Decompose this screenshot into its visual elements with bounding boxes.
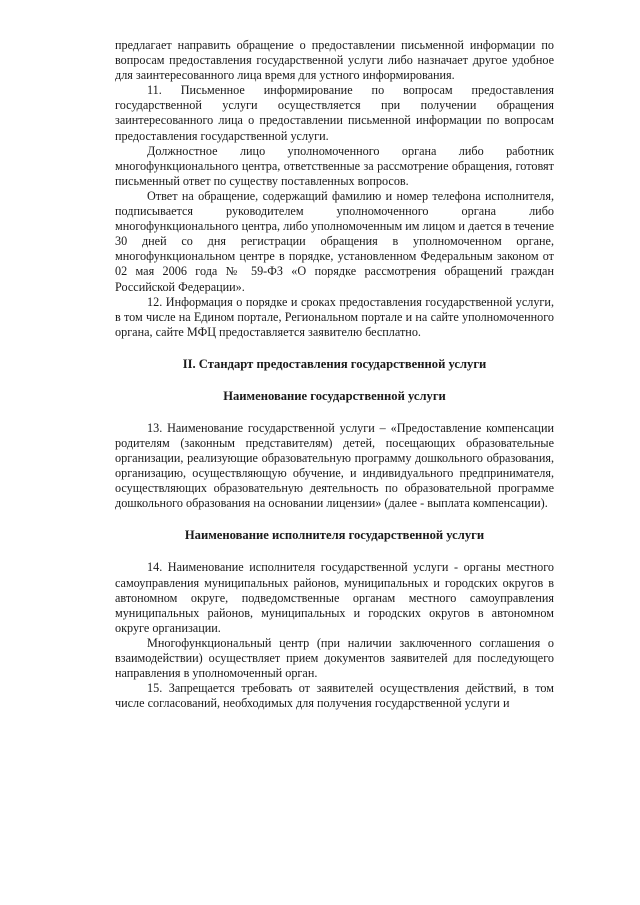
paragraph-14-mfc: Многофункциональный центр (при наличии заключенного соглашения о взаимодействии) осуществляет прием документов заявителей для последующего направления в уполномоченный орган. — [115, 635, 554, 681]
paragraph-14: 14. Наименование исполнителя государственной услуги - органы местного самоуправления муниципальных районов, муниципальных и городских округов в автономном округе, подведомственные органам местного самоуправления муниципальных районов, муниципальных и городских округов в автономном округе организации. — [115, 560, 554, 635]
paragraph-15: 15. Запрещается требовать от заявителей осуществления действий, в том числе согласований, необходимых для получения государственной услуги и — [115, 681, 554, 711]
paragraph-11-officer: Должностное лицо уполномоченного органа либо работник многофункционального центра, ответственные за рассмотрение обращения, готовят письменный ответ по существу поставленных вопросов. — [115, 143, 554, 188]
paragraph-12: 12. Информация о порядке и сроках предоставления государственной услуги, в том числе на Едином портале, Региональном портале и на сайте уполномоченного органа, сайте МФЦ предоставляется заявителю бесплатно. — [115, 294, 554, 339]
subheading-service-name: Наименование государственной услуги — [223, 388, 446, 403]
section-heading: II. Стандарт предоставления государственной услуги — [182, 356, 487, 371]
paragraph-11: 11. Письменное информирование по вопросам предоставления государственной услуги осуществляется при получении обращения заинтересованного лица о предоставлении письменной информации по вопросам предоставления государственной услуги. — [115, 83, 554, 143]
paragraph-11-response: Ответ на обращение, содержащий фамилию и номер телефона исполнителя, подписывается руководителем уполномоченного органа либо многофункционального центра, либо уполномоченным им лицом и дается в течение 30 дней со дня регистрации обращения в уполномоченном органе, многофункциональном центре в порядке, установленном Федеральным законом от 02 мая 2006 года № 59-ФЗ «О порядке рассмотрения обращений граждан Российской Федерации». — [115, 188, 554, 294]
subheading-executor-name: Наименование исполнителя государственной услуги — [184, 528, 485, 543]
paragraph-continuation: предлагает направить обращение о предоставлении письменной информации по вопросам предоставления государственной услуги либо назначает другое удобное для заинтересованного лица время для устного информирования. — [115, 38, 554, 83]
paragraph-13: 13. Наименование государственной услуги – «Предоставление компенсации родителям (законным представителям) детей, посещающих образовательные организации, реализующие образовательную программу дошкольного образования, организацию, осуществляющую обучение, и индивидуального предпринимателя, осуществляющих образовательную деятельность по образовательной программе дошкольного образования на основании лицензии» (далее - выплата компенсации). — [115, 420, 554, 511]
